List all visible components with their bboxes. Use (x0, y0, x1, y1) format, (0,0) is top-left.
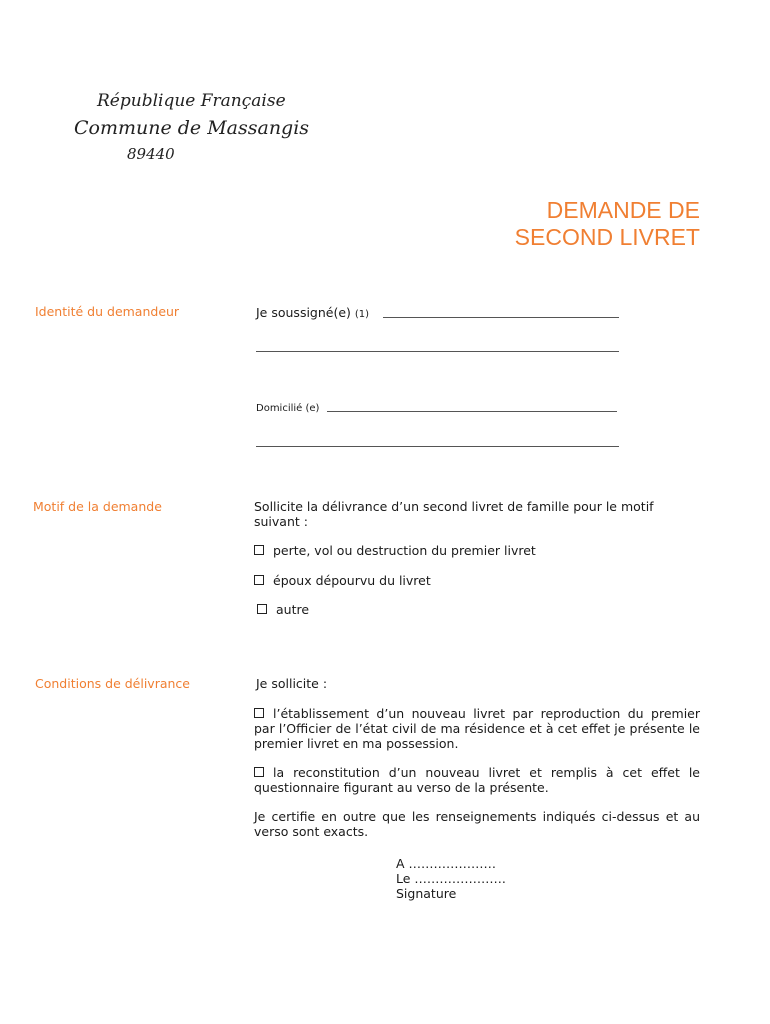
checkbox-perte[interactable] (254, 545, 264, 555)
address-field-line-2[interactable] (256, 446, 619, 447)
conditions-option-reproduction-label: l’établissement d’un nouveau livret par reproduction du premier par l’Officier de l’état civil de ma résidence et à cet effet je présente le premier livret en ma possession. (254, 706, 700, 751)
checkbox-reproduction[interactable] (254, 708, 264, 718)
motif-option-depourvu[interactable] (254, 573, 431, 588)
conditions-option-reproduction[interactable] (254, 706, 700, 751)
motif-option-perte[interactable] (254, 543, 536, 558)
motif-option-autre[interactable] (257, 602, 309, 617)
conditions-option-reconstitution-label: la reconstitution d’un nouveau livret et remplis à cet effet le questionnaire figurant au verso de la présente. (254, 765, 700, 795)
header-postal-code: 89440 (127, 145, 175, 163)
conditions-intro: Je sollicite : (256, 676, 328, 691)
page-title (515, 197, 700, 251)
title-line-2: SECOND LIVRET (514, 224, 700, 250)
address-field-line-1[interactable] (327, 411, 617, 412)
signature-block (396, 856, 506, 901)
name-field-line-2[interactable] (256, 351, 619, 352)
motif-option-perte-label: perte, vol ou destruction du premier livret (273, 543, 536, 558)
signature-place[interactable]: A ………………… (396, 856, 497, 871)
motif-option-depourvu-label: époux dépourvu du livret (273, 573, 431, 588)
title-line-1: DEMANDE DE (546, 197, 700, 223)
motif-intro: Sollicite la délivrance d’un second livret de famille pour le motif suivant : (254, 499, 654, 529)
header-republique: République Française (97, 91, 286, 111)
section-label-conditions: Conditions de délivrance (35, 676, 190, 691)
footnote-marker: (1) (354, 309, 370, 320)
name-field-line-1[interactable] (383, 317, 619, 318)
domicile-label: Domicilié (e) (256, 403, 320, 414)
checkbox-depourvu[interactable] (254, 575, 264, 585)
checkbox-autre[interactable] (257, 604, 267, 614)
signature-date[interactable]: Le …………………. (396, 871, 506, 886)
motif-option-autre-label: autre (276, 602, 310, 617)
certify-statement: Je certifie en outre que les renseignements indiqués ci-dessus et au verso sont exacts. (254, 809, 700, 839)
header-commune: Commune de Massangis (74, 117, 310, 139)
soussigne-row (256, 305, 369, 322)
conditions-option-reconstitution[interactable] (254, 765, 700, 795)
section-label-identity: Identité du demandeur (35, 304, 180, 319)
soussigne-label: Je soussigné(e) (256, 305, 351, 320)
section-label-motif: Motif de la demande (33, 499, 162, 514)
signature-label: Signature (396, 886, 457, 901)
checkbox-reconstitution[interactable] (254, 767, 264, 777)
